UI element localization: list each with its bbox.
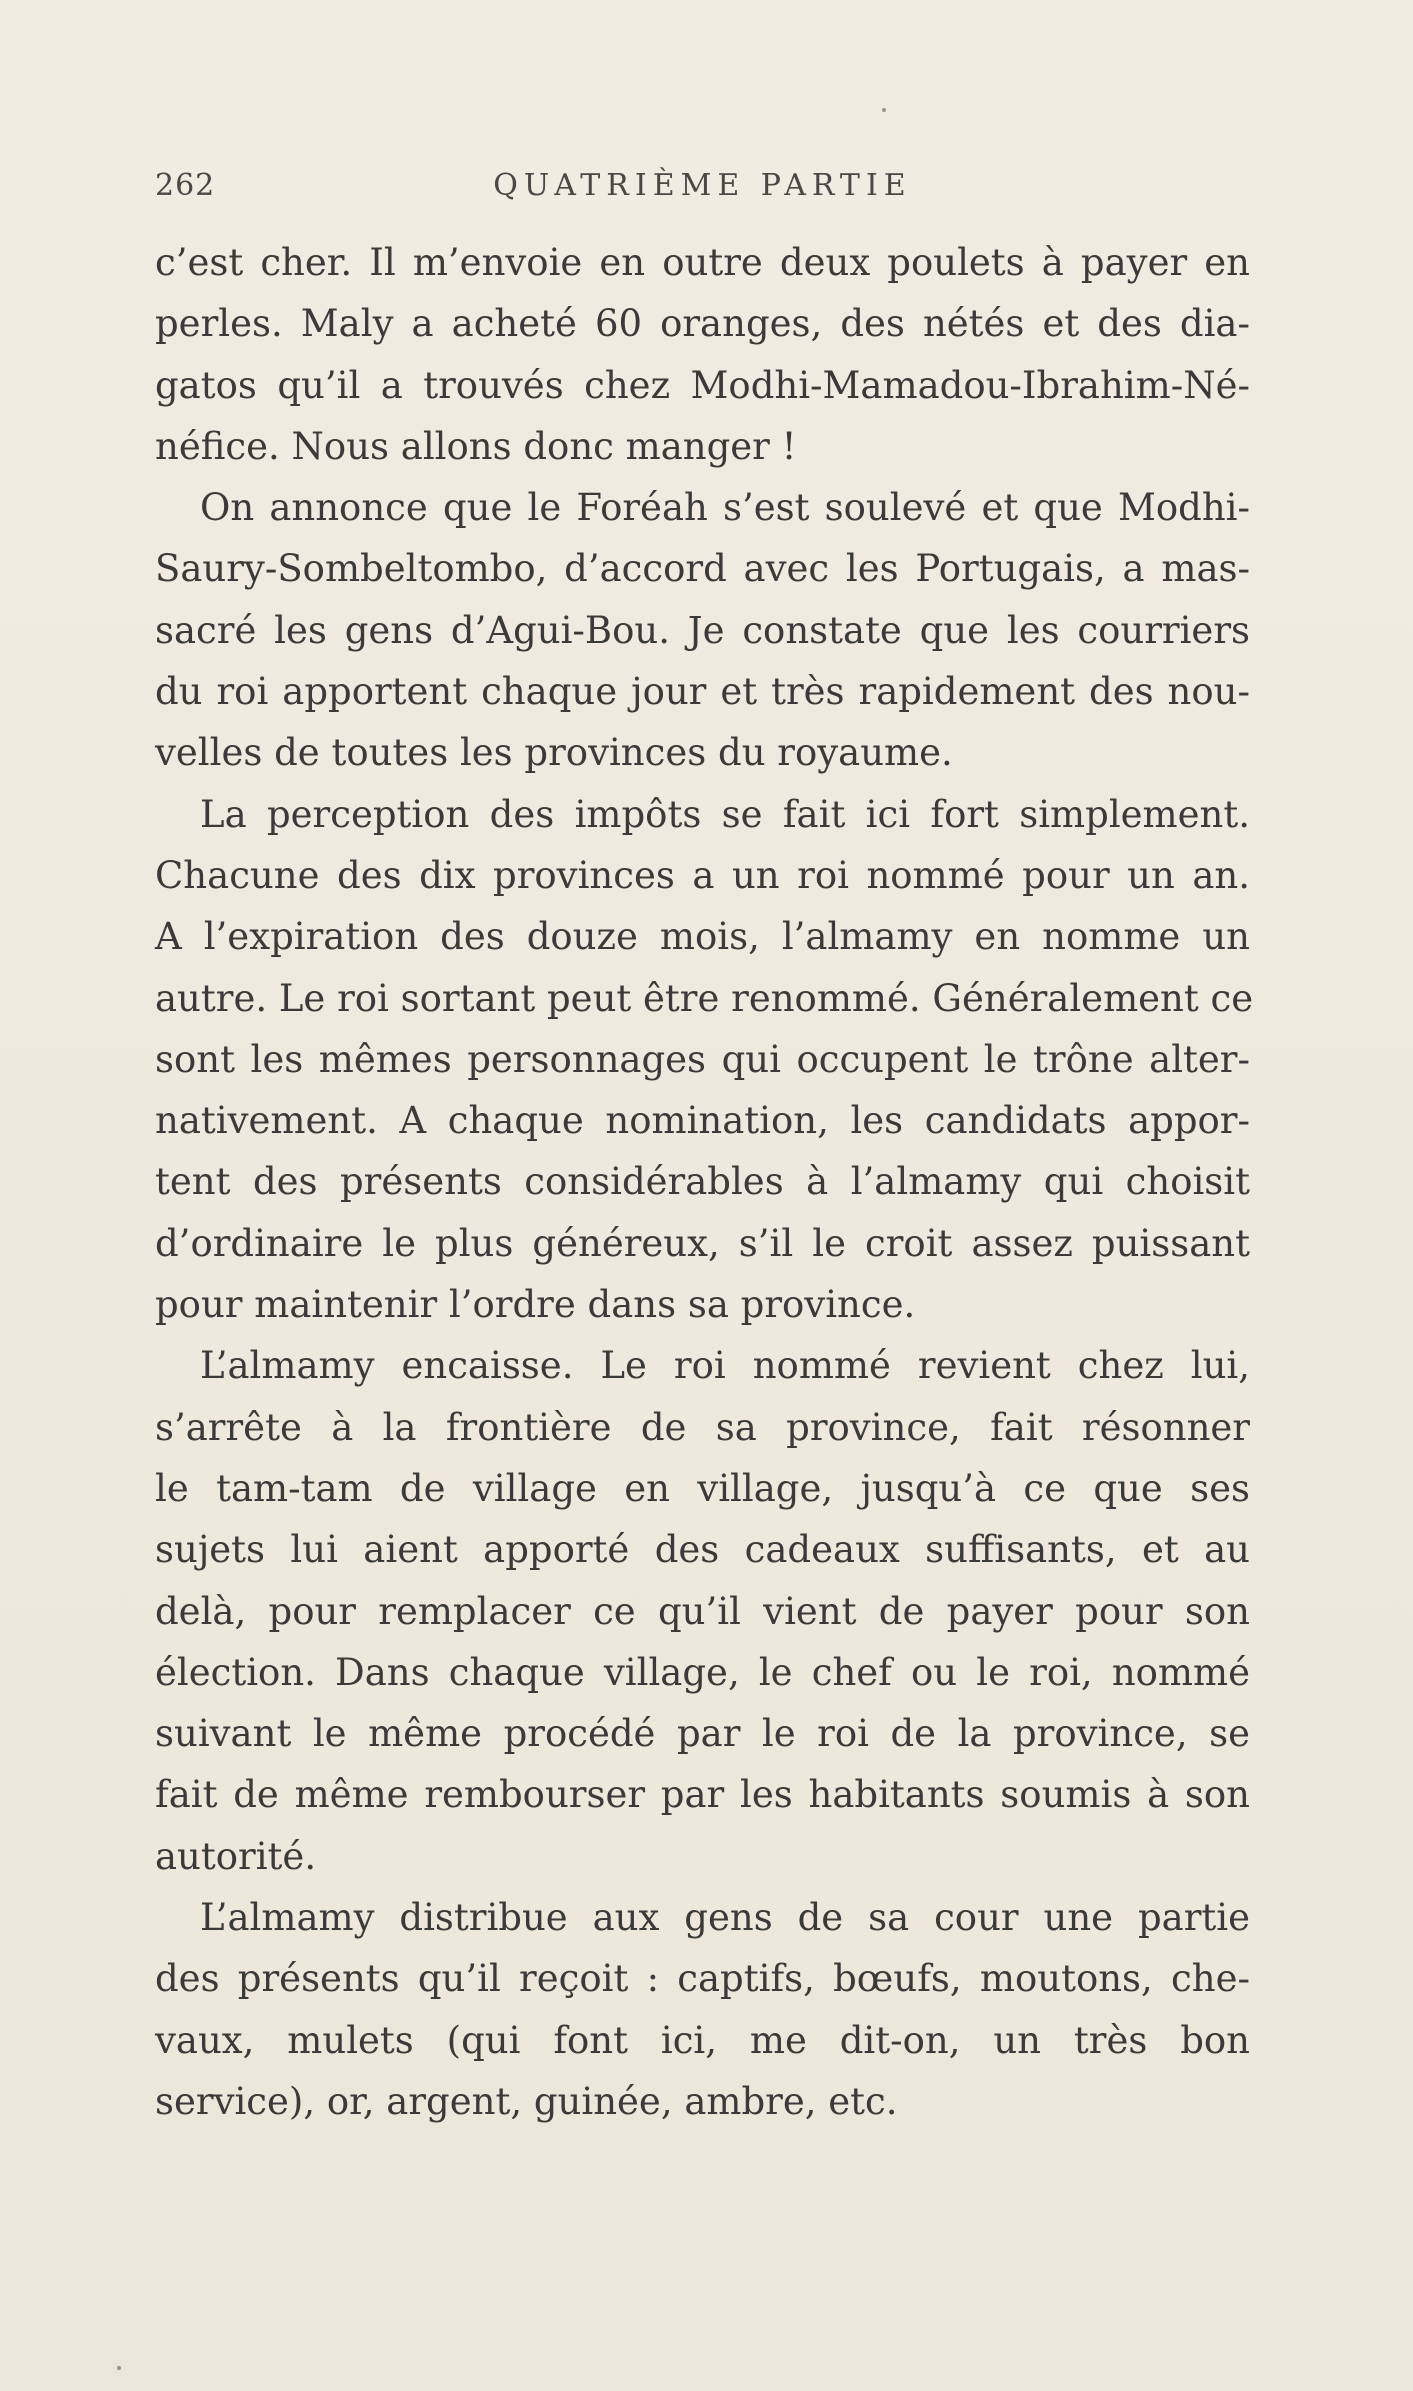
text-line: élection. Dans chaque village, le chef ou le roi, nommé [155, 1650, 1250, 1694]
text-line: fait de même rembourser par les habitants soumis à son [155, 1773, 1250, 1817]
text-line: s’arrête à la frontière de sa province, fait résonner [155, 1405, 1250, 1449]
page-header [155, 168, 1250, 216]
text-line: Chacune des dix provinces a un roi nommé pour un an. [155, 853, 1250, 897]
text-line: delà, pour remplacer ce qu’il vient de payer pour son [155, 1589, 1250, 1633]
paper-speck [882, 108, 886, 112]
body-text [155, 232, 1254, 2132]
text-line: On annonce que le Foréah s’est soulevé et que Modhi- [200, 486, 1250, 530]
text-line: du roi apportent chaque jour et très rapidement des nou- [155, 670, 1250, 714]
text-line: La perception des impôts se fait ici fort simplement. [200, 792, 1250, 836]
text-line: service), or, argent, guinée, ambre, etc. [155, 2079, 898, 2123]
text-line: le tam-tam de village en village, jusqu’à ce que ses [155, 1466, 1250, 1510]
text-line: autre. Le roi sortant peut être renommé. Généralement ce [155, 976, 1254, 1020]
text-line: gatos qu’il a trouvés chez Modhi-Mamadou-Ibrahim-Né- [155, 363, 1250, 407]
text-line: nativement. A chaque nomination, les candidats appor- [155, 1099, 1250, 1143]
text-line: c’est cher. Il m’envoie en outre deux poulets à payer en [155, 241, 1250, 284]
text-line: vaux, mulets (qui font ici, me dit-on, un très bon [155, 2018, 1250, 2062]
text-line: néfice. Nous allons donc manger ! [155, 424, 797, 468]
text-line: suivant le même procédé par le roi de la province, se [155, 1712, 1250, 1756]
text-line: velles de toutes les provinces du royaume. [155, 731, 953, 775]
text-line: L’almamy distribue aux gens de sa cour une partie [200, 1896, 1250, 1940]
text-line: Saury-Sombeltombo, d’accord avec les Portugais, a mas- [155, 547, 1250, 591]
text-line: tent des présents considérables à l’almamy qui choisit [155, 1160, 1250, 1204]
text-line: L’almamy encaisse. Le roi nommé revient chez lui, [200, 1344, 1250, 1388]
text-line: pour maintenir l’ordre dans sa province. [155, 1283, 916, 1327]
paper-speck [117, 2366, 121, 2370]
page-number: 262 [155, 168, 216, 203]
text-line: d’ordinaire le plus généreux, s’il le croit assez puissant [155, 1221, 1250, 1265]
text-line: autorité. [155, 1834, 317, 1878]
running-head: QUATRIÈME PARTIE [493, 168, 912, 203]
text-line: des présents qu’il reçoit : captifs, bœufs, moutons, che- [155, 1957, 1250, 2001]
text-line: perles. Maly a acheté 60 oranges, des nétés et des dia- [155, 302, 1250, 346]
text-line: sont les mêmes personnages qui occupent le trône alter- [155, 1037, 1250, 1081]
text-line: sacré les gens d’Agui-Bou. Je constate que les courriers [155, 608, 1250, 652]
text-line: sujets lui aient apporté des cadeaux suffisants, et au [155, 1528, 1250, 1572]
text-line: A l’expiration des douze mois, l’almamy en nomme un [155, 915, 1250, 959]
